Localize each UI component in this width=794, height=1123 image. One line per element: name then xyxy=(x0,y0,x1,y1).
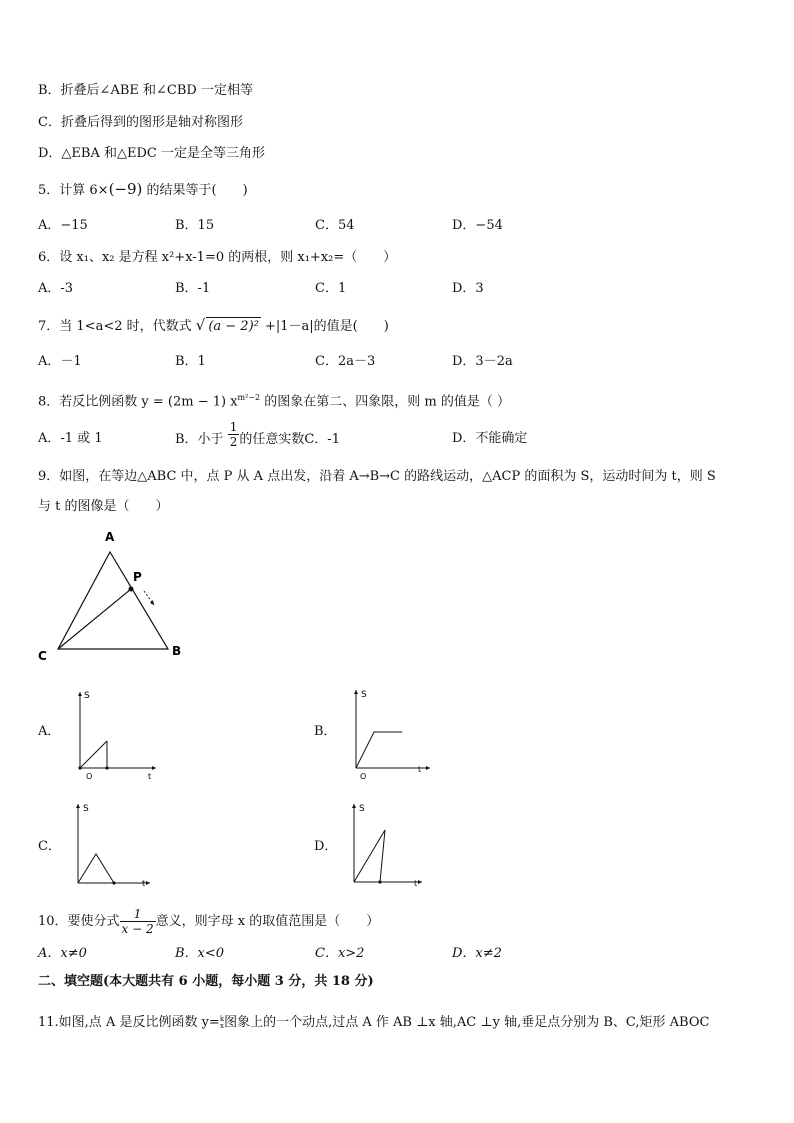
q9-stem-line1: 9．如图，在等边△ABC 中，点 P 从 A 点出发，沿着 A→B→C 的路线运动，△ACP 的面积为 S，运动时间为 t，则 S xyxy=(38,469,716,484)
q7-option-b: B．1 xyxy=(175,354,206,369)
graph-c-t-label: t xyxy=(142,879,146,888)
q9-graph-b xyxy=(344,686,444,780)
q7-option-c: C．2a－3 xyxy=(315,354,376,369)
q7-options xyxy=(38,353,758,371)
label-p: P xyxy=(133,570,142,584)
q10-stem-suffix: 意义，则字母 x 的取值范围是（ ） xyxy=(155,914,380,929)
q9-graph-option-a: A． xyxy=(38,724,61,739)
label-b: B xyxy=(172,644,182,658)
q10-option-b: B．x<0 xyxy=(175,946,225,961)
graph-a-t-label: t xyxy=(148,772,152,780)
y-arrow-icon xyxy=(354,690,358,694)
q8-option-d: D．不能确定 xyxy=(452,431,528,446)
y-arrow-icon xyxy=(352,804,356,808)
q6-option-d: D．3 xyxy=(452,281,484,296)
q11-stem xyxy=(38,1014,709,1032)
q10-option-a: A．x≠0 xyxy=(38,946,87,961)
q11-frac-num: k xyxy=(219,1014,225,1023)
point-p xyxy=(129,587,134,592)
segment-cp xyxy=(58,589,131,649)
x-arrow-icon xyxy=(146,881,150,885)
graph-a-s-label: S xyxy=(84,691,90,701)
q6-options xyxy=(38,280,758,298)
x-arrow-icon xyxy=(418,880,422,884)
graph-d-curve xyxy=(354,830,385,882)
graph-a-curve xyxy=(80,741,107,768)
q5-option-d: D．−54 xyxy=(452,218,503,233)
q8-stem-suffix: 的图象在第二、四象限，则 m 的值是（ ） xyxy=(260,394,510,410)
graph-b-origin-label: O xyxy=(360,772,367,780)
q5-stem-suffix: 的结果等于( ) xyxy=(142,183,248,198)
graph-d-t-label: t xyxy=(414,879,418,888)
q8-option-a: A．-1 或 1 xyxy=(38,431,103,446)
q8-frac-den: 2 xyxy=(229,435,238,449)
q8-options xyxy=(38,420,758,449)
q8-option-b-prefix: B．小于 xyxy=(175,432,224,447)
label-c: C xyxy=(38,649,47,663)
y-arrow-icon xyxy=(78,692,82,696)
q9-graph-c xyxy=(62,800,162,890)
q10-fraction xyxy=(120,907,156,936)
q8-option-c: C．-1 xyxy=(304,432,340,447)
x-arrow-icon xyxy=(152,766,156,770)
q7-sqrt-content: (a − 2)² xyxy=(208,319,259,334)
q9-graph-option-b: B． xyxy=(314,724,337,739)
graph-d-s-label: S xyxy=(359,804,365,814)
q5-stem-paren: (−9) xyxy=(108,180,143,198)
arrowhead-icon xyxy=(150,600,154,605)
q8-frac-num: 1 xyxy=(229,420,238,434)
x-arrow-icon xyxy=(426,766,430,770)
q7-option-d: D．3－2a xyxy=(452,354,513,369)
q6-stem: 6．设 x₁、x₂ 是方程 x²+x-1=0 的两根，则 x₁+x₂=（ ） xyxy=(38,250,397,265)
q9-triangle-figure xyxy=(30,525,190,670)
q4-option-d: D．△EBA 和△EDC 一定是全等三角形 xyxy=(38,146,265,161)
graph-a-origin-label: O xyxy=(86,772,93,780)
q9-graph-d xyxy=(340,800,440,890)
q10-stem-prefix: 10．要使分式 xyxy=(38,914,120,929)
q6-option-b: B．-1 xyxy=(175,281,211,296)
q9-graph-option-d: D． xyxy=(314,839,338,854)
q4-option-b: B．折叠后∠ABE 和∠CBD 一定相等 xyxy=(38,83,253,98)
section-2-heading: 二、填空题(本大题共有 6 小题，每小题 3 分，共 18 分) xyxy=(38,974,374,989)
q10-option-c: C．x>2 xyxy=(315,946,365,961)
q6-option-c: C．1 xyxy=(315,281,347,296)
graph-b-s-label: S xyxy=(361,690,367,700)
label-a: A xyxy=(105,530,115,544)
y-arrow-icon xyxy=(76,804,80,808)
q11-frac-den: x xyxy=(219,1021,224,1030)
q11-stem-prefix: 11.如图,点 A 是反比例函数 y= xyxy=(38,1015,220,1030)
triangle-abc xyxy=(58,552,168,649)
q10-option-d: D．x≠2 xyxy=(452,946,502,961)
graph-c-s-label: S xyxy=(83,804,89,814)
q7-stem: 7．当 1<a<2 时，代数式 √ (a − 2)² +|1－a|的值是( ) xyxy=(38,316,389,334)
q7-stem-suffix: +|1－a|的值是( ) xyxy=(260,319,389,334)
graph-c-curve xyxy=(78,854,114,883)
q7-stem-prefix: 7．当 1<a<2 时，代数式 xyxy=(38,319,196,334)
q8-stem xyxy=(38,389,510,411)
q5-option-a: A．−15 xyxy=(38,218,88,233)
q7-option-a: A．－1 xyxy=(38,354,82,369)
q10-options xyxy=(38,945,758,963)
q9-graph-a xyxy=(66,686,166,780)
q8-fraction xyxy=(228,420,240,449)
q6-option-a: A．-3 xyxy=(38,281,74,296)
q11-stem-suffix: 图象上的一个动点,过点 A 作 AB ⊥x 轴,AC ⊥y 轴,垂足点分别为 B、C,矩形 ABOC xyxy=(224,1015,710,1030)
graph-b-curve xyxy=(356,732,402,768)
graph-b-t-label: t xyxy=(418,765,422,774)
q5-stem-prefix: 5．计算 6× xyxy=(38,183,109,198)
q4-option-c: C．折叠后得到的图形是轴对称图形 xyxy=(38,115,243,130)
q8-option-b-suffix: 的任意实数 xyxy=(239,432,305,447)
q9-graph-option-c: C． xyxy=(38,839,61,854)
q10-frac-num: 1 xyxy=(120,907,156,922)
q5-option-b: B．15 xyxy=(175,218,215,233)
q8-exponent: m²−2 xyxy=(237,393,261,402)
q5-options xyxy=(38,217,758,235)
q10-frac-den: x − 2 xyxy=(121,922,154,936)
q8-option-b xyxy=(175,420,340,449)
q5-stem xyxy=(38,180,248,200)
q10-stem xyxy=(38,905,379,939)
q8-stem-prefix: 8．若反比例函数 y = (2m − 1) x xyxy=(38,394,238,410)
q9-stem-line2: 与 t 的图像是（ ） xyxy=(38,499,169,514)
q5-option-c: C．54 xyxy=(315,218,355,233)
